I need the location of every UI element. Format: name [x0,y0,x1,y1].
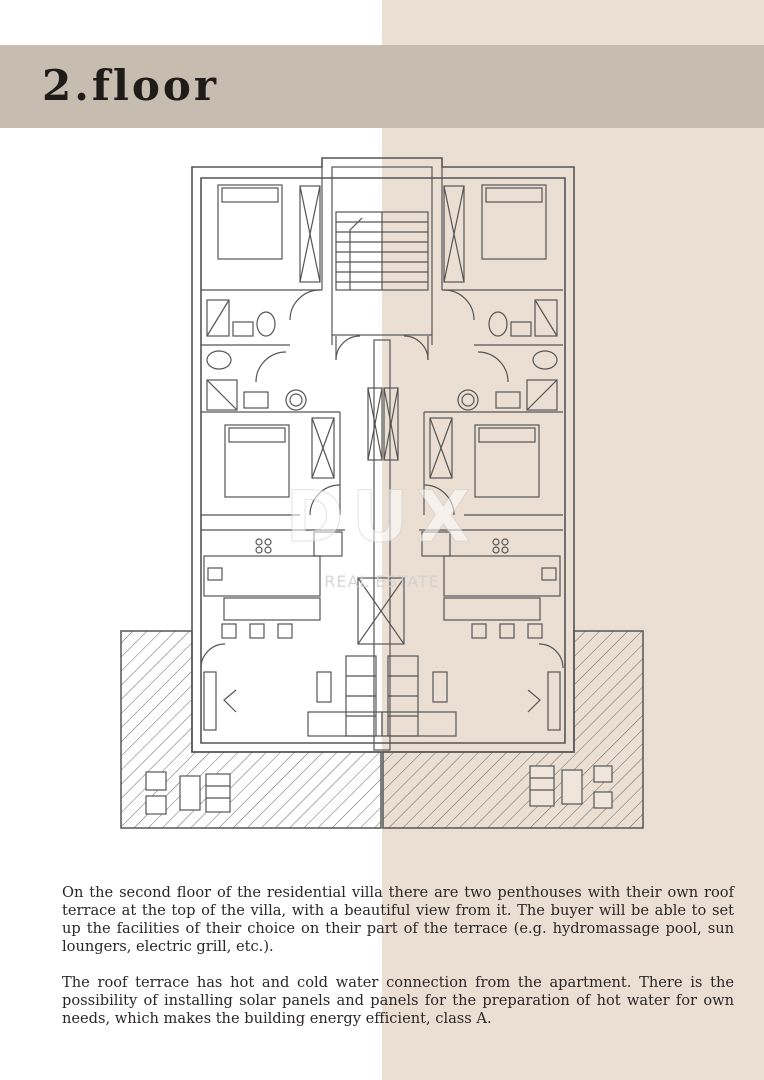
description-text [62,884,734,1046]
building-outline [192,158,574,752]
page-title: 2.floor [42,61,220,110]
description-paragraph-2: The roof terrace has hot and cold water connection from the apartment. There is the possibility of installing solar panels and panels for the preparation of hot water for own needs, which makes the building energy efficient, class A. [62,974,734,1027]
description-paragraph-1: On the second floor of the residential villa there are two penthouses with their own roof terrace at the top of the villa, with a beautiful view from it. The buyer will be able to set up the facilities of their choice on their part of the terrace (e.g. hydromassage pool, sun loungers, electric grill, etc.). [62,884,734,955]
watermark-logo: DUX [285,476,479,558]
watermark-subtitle: REAL ESTATE [324,572,440,591]
